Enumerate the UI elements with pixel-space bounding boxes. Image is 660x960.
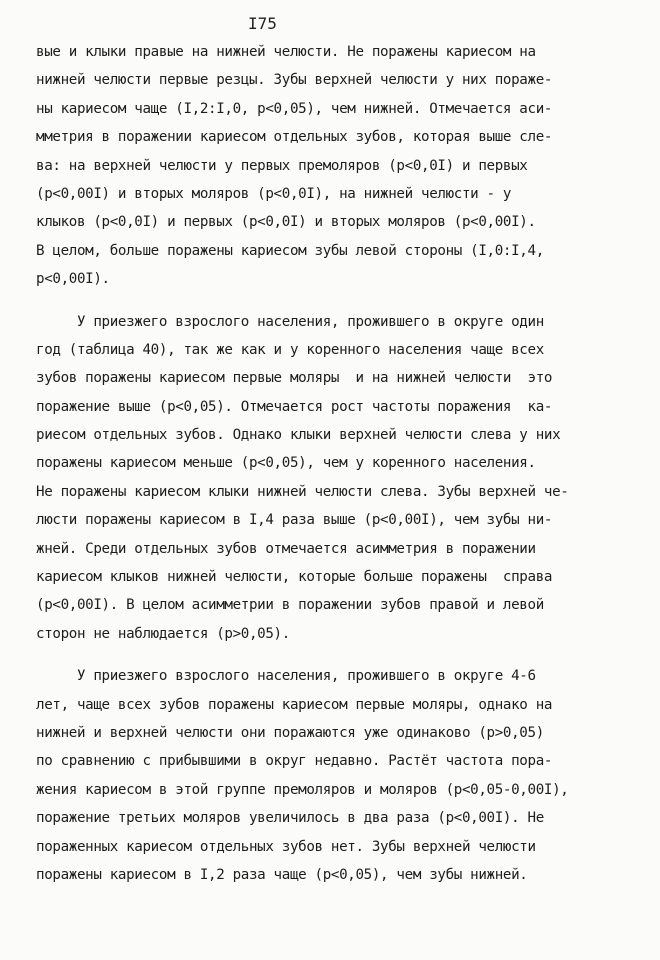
text-line: У приезжего взрослого населения, прожившего в округе 4-6 — [36, 668, 536, 685]
text-line: p<0,00I). — [36, 271, 110, 288]
text-line: (p<0,00I). В целом асимметрии в поражении зубов правой и левой — [36, 597, 544, 614]
text-line: кариесом клыков нижней челюсти, которые больше поражены справа — [36, 569, 553, 586]
text-line: вые и клыки правые на нижней челюсти. Не поражены кариесом на — [36, 44, 536, 60]
text-line: риесом отдельных зубов. Однако клыки верхней челюсти слева у них — [36, 427, 561, 444]
paragraph — [36, 308, 648, 649]
text-line: поражение выше (p<0,05). Отмечается рост частоты поражения ка- — [36, 398, 553, 415]
paragraph-gap — [36, 294, 648, 308]
text-line: жней. Среди отдельных зубов отмечается асимметрия в поражении — [36, 540, 536, 557]
text-line: Не поражены кариесом клыки нижней челюсти слева. Зубы верхней че- — [36, 483, 569, 500]
text-line: поражены кариесом меньше (p<0,05), чем у коренного населения. — [36, 455, 536, 472]
text-line: жения кариесом в этой группе премоляров и моляров (p<0,05-0,00I), — [36, 781, 569, 798]
text-line: В целом, больше поражены кариесом зубы левой стороны (I,0:I,4, — [36, 242, 544, 259]
text-line: (p<0,00I) и вторых моляров (p<0,0I), на нижней челюсти - у — [36, 185, 512, 202]
page-number: I75 — [248, 14, 277, 33]
text-line: пораженных кариесом отдельных зубов нет. Зубы верхней челюсти — [36, 838, 536, 855]
paragraph — [36, 38, 648, 294]
paragraph-gap — [36, 648, 648, 662]
paragraph — [36, 662, 648, 889]
body-text — [36, 38, 648, 889]
text-line: мметрия в поражении кариесом отдельных зубов, которая выше сле- — [36, 129, 553, 146]
text-line: год (таблица 40), так же как и у коренного населения чаще всех — [36, 341, 544, 358]
text-line: лет, чаще всех зубов поражены кариесом первые моляры, однако на — [36, 696, 553, 713]
text-line: клыков (p<0,0I) и первых (p<0,0I) и вторых моляров (p<0,00I). — [36, 214, 536, 231]
text-line: по сравнению с прибывшими в округ недавно. Растёт частота пора- — [36, 753, 553, 770]
text-line: ва: на верхней челюсти у первых премоляров (p<0,0I) и первых — [36, 157, 528, 174]
text-line: нижней челюсти первые резцы. Зубы верхней челюсти у них пораже- — [36, 72, 553, 89]
text-line: У приезжего взрослого населения, прожившего в округе один — [36, 313, 544, 330]
text-line: зубов поражены кариесом первые моляры и на нижней челюсти это — [36, 370, 553, 387]
text-line: люсти поражены кариесом в I,4 раза выше (p<0,00I), чем зубы ни- — [36, 512, 553, 529]
text-line: поражение третьих моляров увеличилось в два раза (p<0,00I). Не — [36, 810, 544, 827]
text-line: ны кариесом чаще (I,2:I,0, p<0,05), чем нижней. Отмечается аси- — [36, 100, 553, 117]
text-line: сторон не наблюдается (p>0,05). — [36, 625, 290, 642]
text-line: нижней и верхней челюсти они поражаются уже одинаково (p>0,05) — [36, 724, 544, 741]
text-line: поражены кариесом в I,2 раза чаще (p<0,05), чем зубы нижней. — [36, 866, 528, 883]
